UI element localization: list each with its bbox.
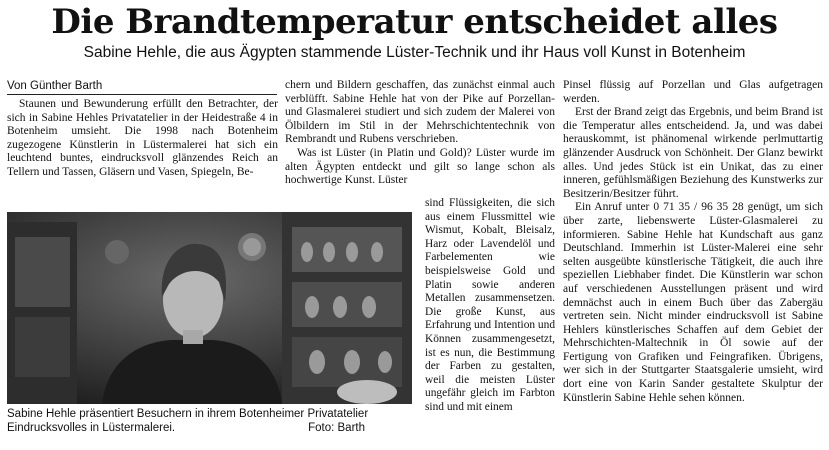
article-column-3 bbox=[563, 79, 823, 405]
article-column-1 bbox=[7, 98, 278, 180]
byline: Von Günther Barth bbox=[7, 79, 277, 95]
photo-credit: Foto: Barth bbox=[308, 422, 365, 434]
paragraph: Erst der Brand zeigt das Ergebnis, und beim Brand ist die Temperatur alles entscheidend. Ja, und was dabei herauskommt, ist phänomenal wirkende perlmuttartig glänzender Ausdruck von Schönheit. Der Glanz bewirkt alles. Und jedes Stück ist ein Unikat, das zu einer inneren, gefühlsmäßigen Beziehung des Kunstwerks zur Besitzerin/Besitzer führt. bbox=[563, 106, 823, 200]
caption-text: Sabine Hehle präsentiert Besuchern in ihrem Botenheimer Privatatelier Eindrucksvolles in Lüstermalerei. bbox=[7, 408, 369, 434]
article-column-2 bbox=[285, 79, 555, 188]
paragraph: Ein Anruf unter 0 71 35 / 96 35 28 genügt, um sich über zarte, liebenswerte Lüster-Glasmalerei zu informieren. Sabine Hehle hat Kundschaft aus ganz Deutschland. Immerhin ist Lüster-Malerei eine sehr selten ausgeübte künstlerische Tätigkeit, die auch ihre speziellen Liebhaber findet. Die Künstlerin war schon auf verschiedenen Ausstellungen präsent und wird demnächst auch in einem Buch über das Zabergäu vertreten sein. Nicht minder eindrucksvoll ist Sabine Hehlers künstlerisches Schaffen auf dem Gebiet der Mehrschichten-Maltechnik in Öl sowie auf der Fertigung von Grafiken und Feingrafiken. Übrigens, wer sich in der Stuttgarter Staatsgalerie umsieht, wird dort eine von Karin Sander gestaltete Skulptur der Künstlerin Sabine Hehle sehen können. bbox=[563, 201, 823, 404]
headline: Die Brandtemperatur entscheidet alles bbox=[51, 2, 778, 42]
photo-caption bbox=[7, 407, 417, 435]
paragraph: Was ist Lüster (in Platin und Gold)? Lüster wurde im alten Ägypten entdeckt und gilt so lange schon als hochwertige Kunst. Lüster bbox=[285, 146, 555, 187]
photo-artist-portrait bbox=[7, 212, 412, 404]
article-column-2-continued bbox=[425, 197, 555, 415]
paragraph: chern und Bildern geschaffen, das zunächst einmal auch verblüfft. Sabine Hehle hat von der Pike auf Porzellan- und Glasmalerei studiert und sich zudem der Malerei von Ölbildern im Stil in der Mehrschichtentechnik von Rembrandt und Rubens verschrieben. bbox=[285, 79, 555, 146]
subheadline: Sabine Hehle, die aus Ägypten stammende Lüster-Technik und ihr Haus voll Kunst in Botenheim bbox=[83, 44, 746, 61]
article-photo bbox=[7, 212, 412, 404]
paragraph: Staunen und Bewunderung erfüllt den Betrachter, der sich in Sabine Hehles Privatatelier in der Heidestraße 4 in Botenheim umsieht. Die 1998 nach Botenheim zugezogene Künstlerin in Lüstermalerei hat sich ein leuchtend buntes, eindrucksvoll glänzendes Reich an Tellern und Tassen, Gläsern und Vasen, Spiegeln, Be- bbox=[7, 98, 278, 178]
paragraph: sind Flüssigkeiten, die sich aus einem Flussmittel wie Wismut, Kobalt, Bleisalz, Harz oder Lavendelöl und Farbelementen wie beispielsweise Gold und Platin sowie anderen Metallen zusammensetzen. Die große Kunst, aus Erfahrung und Intention und Können zusammengesetzt, ist es nun, die Bestimmung der Farben zu gestalten, weil die meisten Lüster ungefähr gleich im Farbton sind und mit einem bbox=[425, 197, 556, 413]
paragraph: Pinsel flüssig auf Porzellan und Glas aufgetragen werden. bbox=[563, 79, 823, 105]
